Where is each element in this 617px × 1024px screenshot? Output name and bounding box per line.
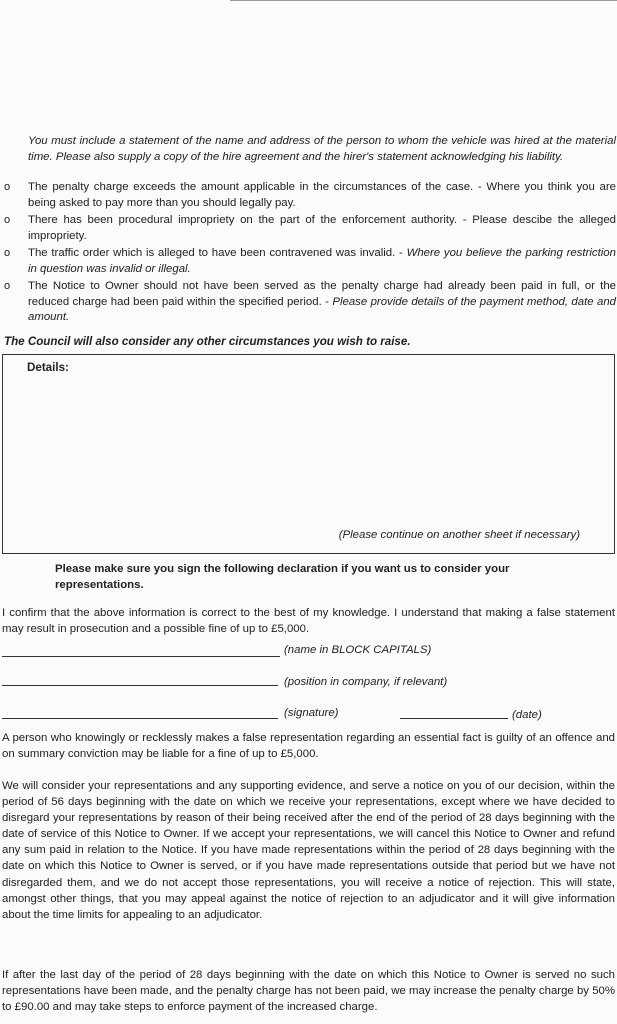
- bullet-marker: o: [4, 214, 11, 226]
- hire-statement-note: You must include a statement of the name and address of the person to whom the vehicle was hired at the material time. Please also supply a copy of the hire agreement and the hirer's statement acknowledging his liability.: [28, 135, 616, 163]
- declaration-prompt: Please make sure you sign the following declaration if you want us to consider your representations.: [55, 563, 510, 591]
- confirmation-statement: I confirm that the above information is correct to the best of my knowledge. I understand that making a false statement may result in prosecution and a possible fine of up to £5,000.: [2, 607, 615, 635]
- signature-label: (signature): [284, 707, 339, 719]
- list-item: [0, 180, 617, 211]
- ground-text: There has been procedural impropriety on the part of the enforcement authority. - Please descibe the alleged impropriety.: [28, 214, 616, 242]
- position-line[interactable]: [2, 685, 278, 686]
- increase-paragraph: If after the last day of the period of 28 days beginning with the date on which this Notice to Owner is served no such representations have been made, and the penalty charge has not been paid, we may increase the penalty charge by 50% to £90.00 and may take steps to enforce payment of the increased charge.: [2, 969, 615, 1014]
- top-rule: [230, 0, 617, 1]
- ground-note: Please provide details of the payment method, date and amount.: [28, 295, 617, 323]
- ground-note: Where you believe the parking restriction in question was invalid or illegal.: [28, 247, 616, 275]
- ground-text: The Notice to Owner should not have been served as the penalty charge had already been paid in full, or the reduced charge had been paid within the specified period. -: [28, 280, 616, 308]
- name-label: (name in BLOCK CAPITALS): [284, 644, 432, 656]
- grounds-list: [0, 180, 617, 328]
- false-representation-warning: A person who knowingly or recklessly makes a false representation regarding an essential fact is guilty of an offence and on summary conviction may be liable for a fine of up to £5,000.: [2, 732, 615, 760]
- details-box[interactable]: [2, 354, 615, 554]
- position-label: (position in company, if relevant): [284, 676, 448, 688]
- list-item: [0, 279, 617, 326]
- bullet-marker: o: [4, 181, 11, 193]
- council-note: The Council will also consider any other circumstances you wish to raise.: [4, 335, 411, 348]
- date-line[interactable]: [400, 718, 508, 719]
- list-item: [0, 213, 617, 244]
- decision-paragraph: We will consider your representations and any supporting evidence, and serve a notice on you of our decision, within the period of 56 days beginning with the date on which we receive your representations, except where we have decided to disregard your representations by reason of their being received after the end of the period of 28 days beginning with the date of service of this Notice to Owner. If we accept your representations, we will cancel this Notice to Owner and refund any sum paid in relation to the Notice. If you have made representations within the period of 28 days beginning with the date on which this Notice to Owner is served, or if you have made representations outside that period but we have not disregarded them, and we do not accept those representations, you will receive a notice of rejection. This will state, amongst other things, that you may appeal against the notice of rejection to an adjudicator and it will give information about the time limits for appealing to an adjudicator.: [2, 780, 615, 921]
- date-label: (date): [512, 709, 542, 721]
- list-item: [0, 246, 617, 277]
- bullet-marker: o: [4, 247, 11, 259]
- ground-text: The penalty charge exceeds the amount applicable in the circumstances of the case. - Where you think you are being asked to pay more than you should legally pay.: [28, 181, 616, 209]
- name-line[interactable]: [2, 656, 280, 657]
- ground-text: The traffic order which is alleged to have been contravened was invalid. -: [28, 247, 403, 259]
- bullet-marker: o: [4, 280, 11, 292]
- signature-line[interactable]: [2, 718, 278, 719]
- details-label: Details:: [27, 361, 69, 374]
- continue-note: (Please continue on another sheet if necessary): [338, 529, 580, 541]
